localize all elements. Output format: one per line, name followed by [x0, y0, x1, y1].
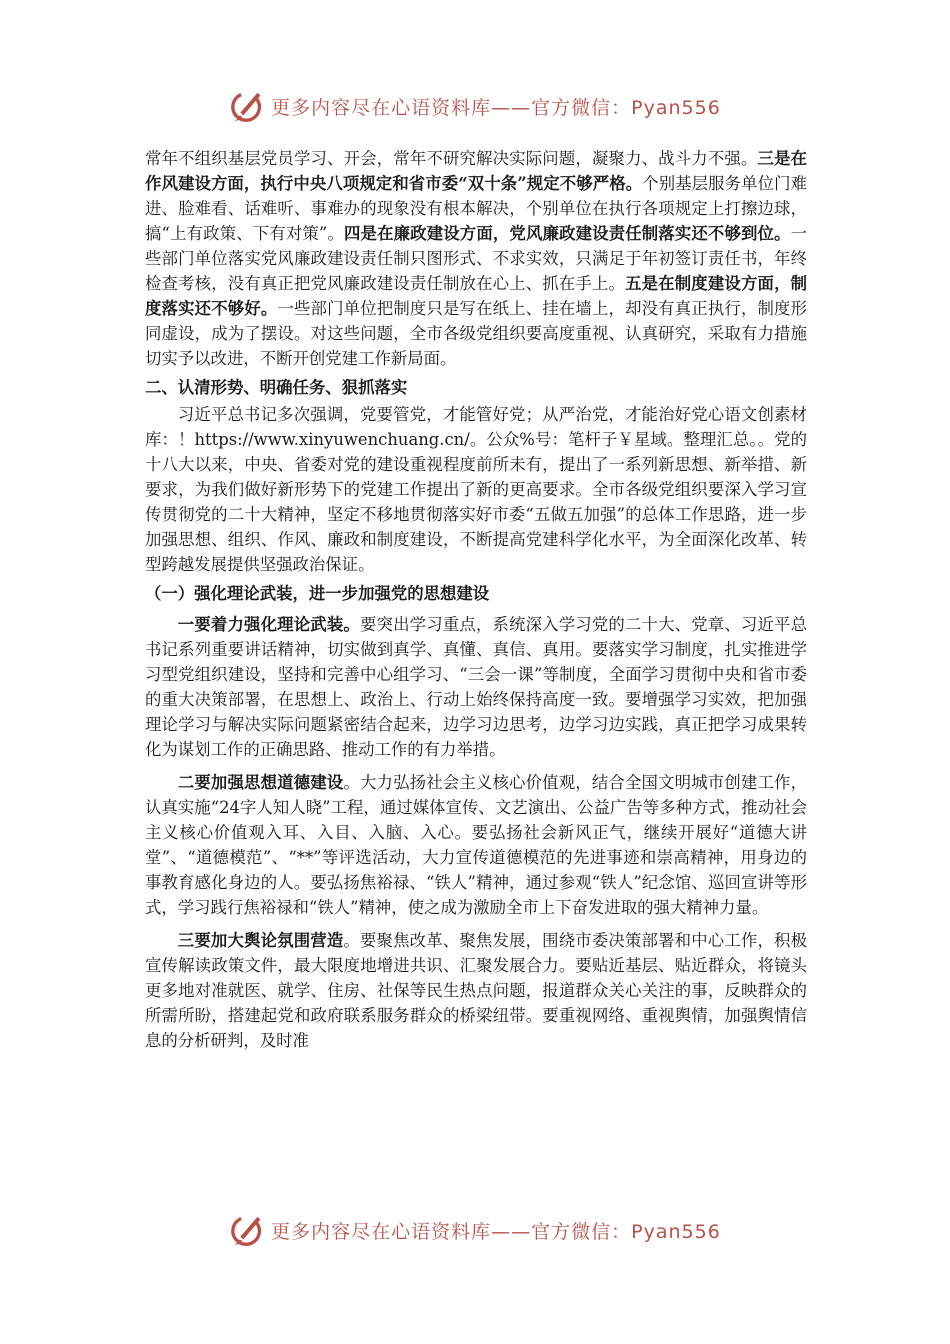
- bold-lead-theory: 一要着力强化理论武装。: [177, 615, 360, 634]
- bold-lead-publicity: 三要加大舆论氛围营造: [177, 931, 344, 950]
- header-banner: [0, 84, 950, 128]
- paragraph-problems: 常年不组织基层党员学习、开会，常年不研究解决实际问题，凝聚力、战斗力不强。三是在作风建设方面，执行中央八项规定和省市委“双十条”规定不够严格。个别基层服务单位门难进、脸难看、话难听、事难办的现象没有根本解决，个别单位在执行各项规定上打擦边球，搞“上有政策、下有对策”。四是在廉政建设方面，党风廉政建设责任制落实还不够到位。一些部门单位落实党风廉政建设责任制只图形式、不求实效，只满足于年初签订责任书，年终检查考核，没有真正把党风廉政建设责任制放在心上、抓在手上。五是在制度建设方面，制度落实还不够好。一些部门单位把制度只是写在纸上、挂在墙上，却没有真正执行，制度形同虚设，成为了摆设。对这些问题，全市各级党组织要高度重视、认真研究，采取有力措施切实予以改进，不断开创党建工作新局面。: [145, 149, 808, 368]
- brush-logo-icon: [229, 87, 267, 125]
- paragraph-situation: 习近平总书记多次强调，党要管党，才能管好党；从严治党，才能治好党心语文创素材库：！https://www.xinyuwenchuang.cn/。公众%号：笔杆子￥星域。整理汇总。。党的十八大以来，中央、省委对党的建设重视程度前所未有，提出了一系列新思想、新举措、新要求，为我们做好新形势下的党建工作提出了新的更高要求。全市各级党组织要深入学习宣传贯彻党的二十大精神，坚定不移地贯彻落实好市委“五做五加强”的总体工作思路，进一步加强思想、组织、作风、廉政和制度建设，不断提高党建科学化水平，为全面深化改革、转型跨越发展提供坚强政治保证。: [145, 405, 807, 574]
- paragraph-morality: 二要加强思想道德建设。大力弘扬社会主义核心价值观，结合全国文明城市创建工作，认真实施“24字人知人晓”工程，通过媒体宣传、文艺演出、公益广告等多种方式，推动社会主义核心价值观入耳、入目、入脑、入心。要弘扬社会新风正气，继续开展好“道德大讲堂”、“道德模范”、“**”等评选活动，大力宣传道德模范的先进事迹和崇高精神，用身边的事教育感化身边的人。要弘扬焦裕禄、“铁人”精神，通过参观“铁人”纪念馆、巡回宣讲等形式，学习践行焦裕禄和“铁人”精神，使之成为激励全市上下奋发进取的强大精神力量。: [145, 773, 807, 917]
- footer-banner: [0, 1208, 950, 1252]
- paragraph-theory: 一要着力强化理论武装。要突出学习重点，系统深入学习党的二十大、党章、习近平总书记系列重要讲话精神，切实做到真学、真懂、真信、真用。要落实学习制度，扎实推进学习型党组织建设，坚持和完善中心组学习、“三会一课”等制度，全面学习贯彻中央和省市委的重大决策部署，在思想上、政治上、行动上始终保持高度一致。要增强学习实效，把加强理论学习与解决实际问题紧密结合起来，边学习边思考，边学习边实践，真正把学习成果转化为谋划工作的正确思路、推动工作的有力举措。: [145, 615, 807, 759]
- bold-point-four: 四是在廉政建设方面，党风廉政建设责任制落实还不够到位。: [344, 224, 791, 243]
- bold-lead-morality: 二要加强思想道德建设: [177, 773, 344, 792]
- subsection-heading-1: （一）强化理论武装，进一步加强党的思想建设: [145, 584, 490, 603]
- paragraph-publicity: 三要加大舆论氛围营造。要聚焦改革、聚焦发展，围绕市委决策部署和中心工作，积极宣传解读政策文件，最大限度地增进共识、汇聚发展合力。要贴近基层、贴近群众，将镜头更多地对准就医、就学、住房、社保等民生热点问题，报道群众关心关注的事，反映群众的所需所盼，搭建起党和政府联系服务群众的桥梁纽带。要重视网络、重视舆情，加强舆情信息的分析研判，及时准: [145, 931, 807, 1050]
- section-heading-2: 二、认清形势、明确任务、狠抓落实: [145, 378, 408, 397]
- document-body: [145, 146, 807, 1053]
- bold-point-three: 三是在作风建设方面，执行中央八项规定和省市委“双十条”规定不够严格。: [145, 149, 807, 193]
- bold-point-five: 五是在制度建设方面，制度落实还不够好。: [145, 274, 808, 318]
- brush-logo-icon: [229, 1211, 267, 1249]
- header-banner-text: 更多内容尽在心语资料库——官方微信：Pyan556: [271, 96, 721, 119]
- footer-banner-text: 更多内容尽在心语资料库——官方微信：Pyan556: [271, 1220, 721, 1243]
